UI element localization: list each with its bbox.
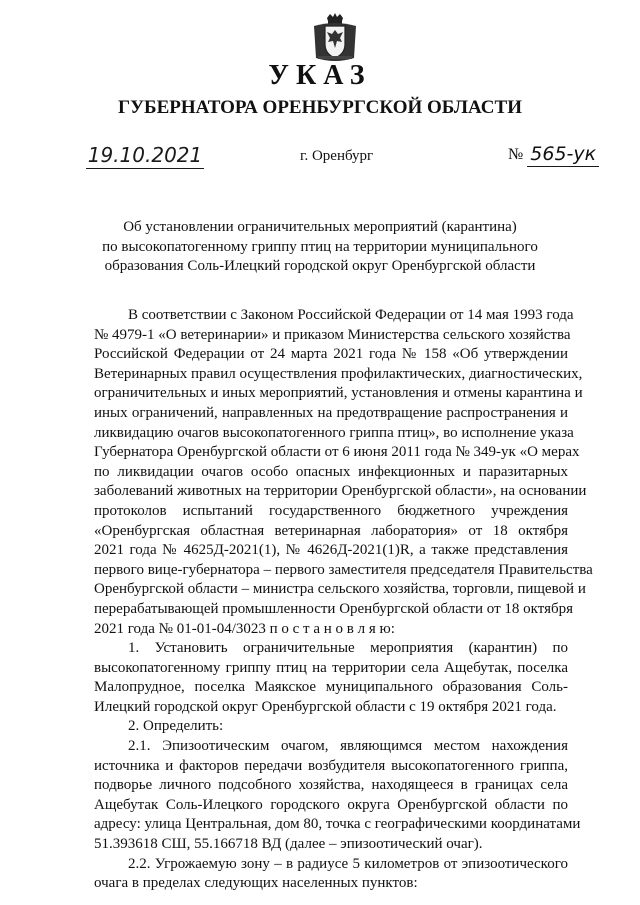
body-line: ограничительных и иных мероприятий, установления и отмены карантина и bbox=[94, 385, 583, 402]
body-line: 2. Определить: bbox=[128, 718, 224, 735]
body-line: Малопрудное, поселка Маякское муниципального образования Соль- bbox=[94, 679, 568, 696]
body-line: Ащебутак Соль-Илецкого городского округа Оренбургской области по bbox=[94, 796, 568, 813]
body-line: ликвидацию очагов высокопатогенного гриппа птиц», во исполнение указа bbox=[94, 424, 574, 441]
body-line: Ветеринарных правил осуществления профилактических, диагностических, bbox=[94, 365, 583, 382]
body-line: Российской Федерации от 24 марта 2021 года № 158 «Об утверждении bbox=[94, 346, 568, 363]
heading-line: по высокопатогенному гриппу птиц на территории муниципального bbox=[102, 238, 538, 255]
decree-body bbox=[94, 306, 593, 894]
coat-of-arms-emblem-icon bbox=[308, 12, 362, 64]
body-line: № 4979-1 «О ветеринарии» и приказом Министерства сельского хозяйства bbox=[94, 326, 571, 343]
body-line: иных ограничений, направленных на предотвращение распространения и bbox=[94, 404, 568, 421]
body-line: 2021 года № 01-01-04/3023 п о с т а н о в л я ю: bbox=[94, 620, 395, 637]
body-line: очага в пределах следующих населенных пунктов: bbox=[94, 875, 418, 892]
body-line: заболеваний животных на территории Оренбургской области», на основании bbox=[94, 483, 587, 500]
body-line: Губернатора Оренбургской области от 6 июня 2011 года № 349-ук «О мерах bbox=[94, 444, 580, 461]
decree-number: 565-ук bbox=[527, 142, 599, 167]
body-line: 2.1. Эпизоотическим очагом, являющимся местом нахождения bbox=[128, 738, 568, 755]
body-line: подворье личного подсобного хозяйства, находящееся в границах села bbox=[94, 777, 568, 794]
body-line: «Оренбургская областная ветеринарная лаборатория» от 18 октября bbox=[94, 522, 568, 539]
number-sign: № bbox=[508, 146, 524, 163]
heading-line: Об установлении ограничительных мероприятий (карантина) bbox=[123, 219, 517, 235]
body-line: по ликвидации очагов особо опасных инфекционных и паразитарных bbox=[94, 463, 568, 480]
decree-date: 19.10.2021 bbox=[87, 143, 203, 167]
document-title: УКАЗ bbox=[268, 60, 372, 91]
heading-line: образования Соль-Илецкий городской округ Оренбургской области bbox=[104, 258, 536, 274]
body-line: источника и факторов передачи возбудителя высокопатогенного гриппа, bbox=[94, 757, 568, 774]
body-line: первого вице-губернатора – первого заместителя председателя Правительства bbox=[94, 561, 593, 578]
body-line: 51.393618 СШ, 55.166718 ВД (далее – эпизоотический очаг). bbox=[94, 836, 483, 853]
body-line: перерабатывающей промышленности Оренбургской области от 18 октября bbox=[94, 600, 574, 617]
body-line: 1. Установить ограничительные мероприятия (карантин) по bbox=[128, 640, 568, 657]
body-line: 2.2. Угрожаемую зону – в радиусе 5 километров от эпизоотического bbox=[128, 855, 568, 872]
document-subtitle: ГУБЕРНАТОРА ОРЕНБУРГСКОЙ ОБЛАСТИ bbox=[118, 97, 522, 118]
body-line: Оренбургской области – министра сельского хозяйства, торговли, пищевой и bbox=[94, 581, 586, 598]
body-line: протоколов испытаний государственного бюджетного учреждения bbox=[94, 502, 568, 519]
decree-heading bbox=[80, 218, 560, 277]
decree-number-block bbox=[508, 142, 608, 168]
body-line: Илецкий городской округ Оренбургской области с 19 октября 2021 года. bbox=[94, 698, 557, 715]
body-line: адресу: улица Центральная, дом 80, точка с географическими координатами bbox=[94, 816, 581, 833]
city-name: г. Оренбург bbox=[300, 148, 374, 164]
body-line: 2021 года № 4625Д-2021(1), № 4626Д-2021(1)R, а также представления bbox=[94, 542, 568, 559]
body-line: высокопатогенному гриппу птиц на территории села Ащебутак, поселка bbox=[94, 659, 568, 676]
body-line: В соответствии с Законом Российской Федерации от 14 мая 1993 года bbox=[128, 307, 574, 323]
